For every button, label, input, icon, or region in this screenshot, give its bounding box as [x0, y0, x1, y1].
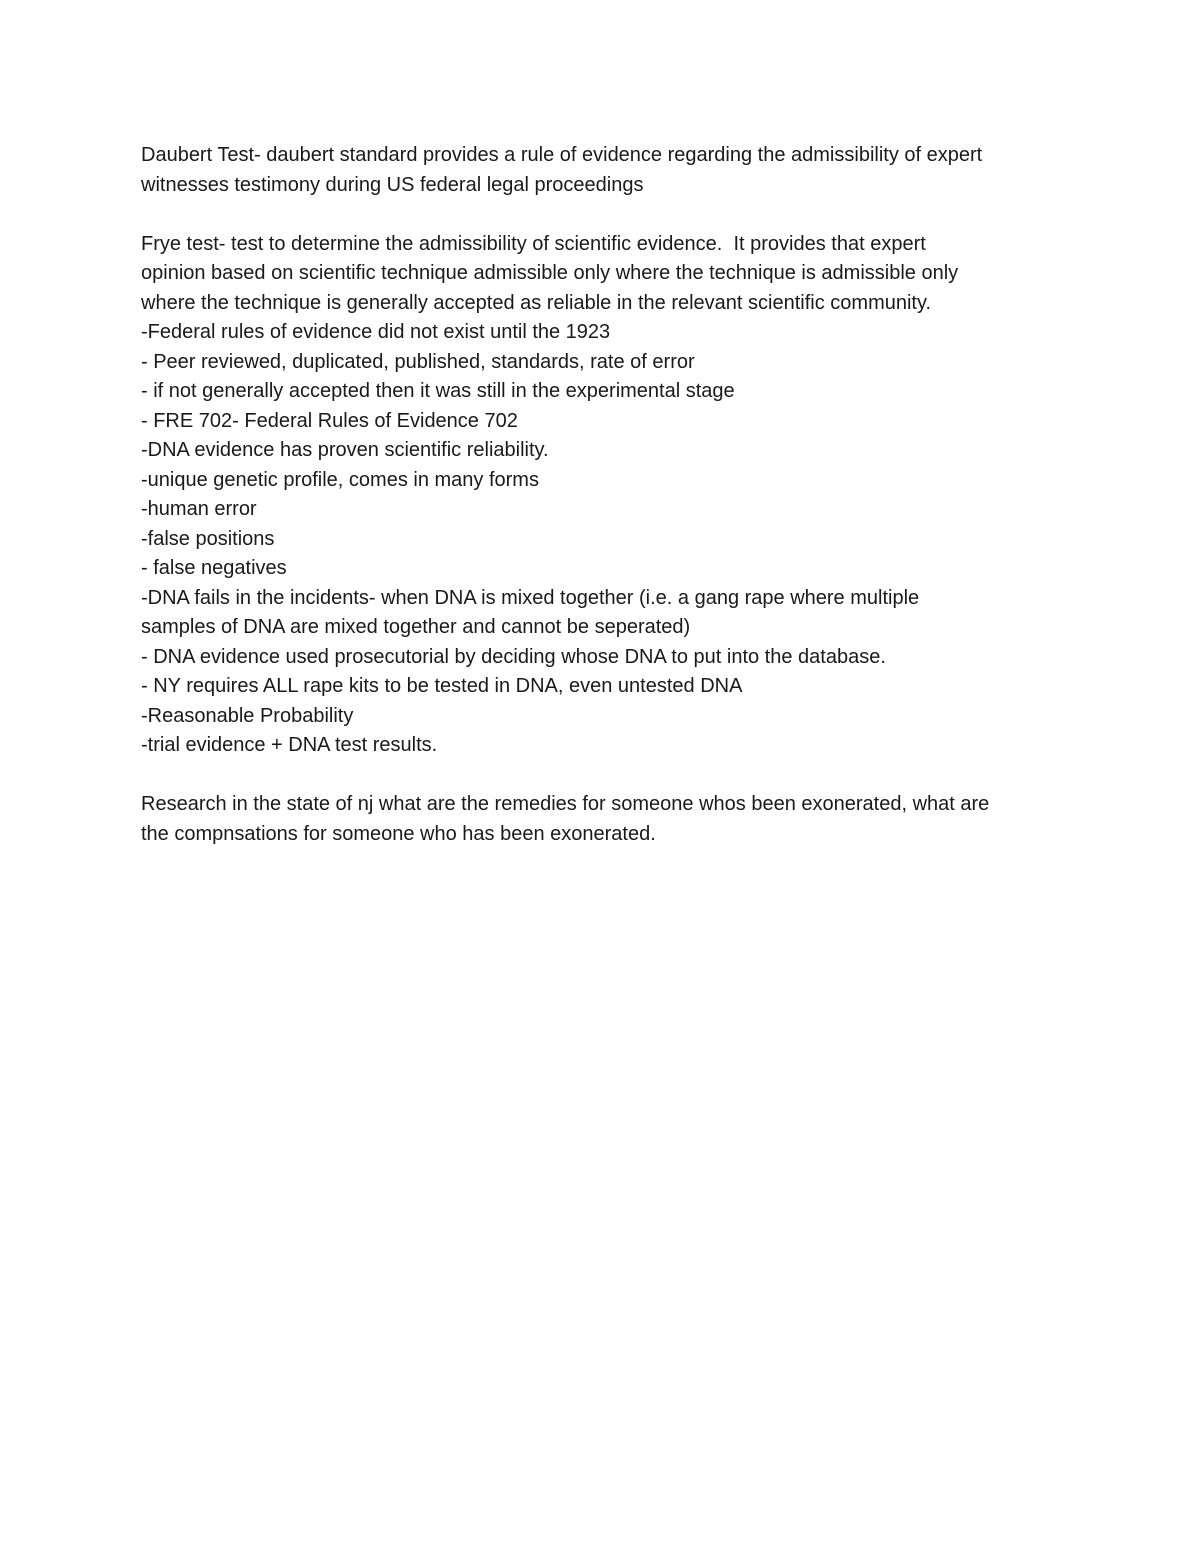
note-line: - FRE 702- Federal Rules of Evidence 702: [141, 409, 518, 432]
note-line: -false positions: [141, 527, 275, 550]
note-line: -trial evidence + DNA test results.: [141, 734, 438, 756]
research-paragraph: [141, 790, 1071, 849]
note-line: -Federal rules of evidence did not exist until the 1923: [141, 321, 611, 343]
note-line: -human error: [141, 498, 257, 520]
note-line: - NY requires ALL rape kits to be tested in DNA, even untested DNA: [141, 675, 743, 697]
frye-paragraph: [141, 230, 1071, 319]
paragraph-spacer: [141, 200, 1071, 230]
daubert-paragraph: [141, 141, 1071, 200]
note-line: - Peer reviewed, duplicated, published, standards, rate of error: [141, 350, 695, 373]
notes-list: [141, 318, 1071, 761]
note-line: -DNA evidence has proven scientific reliability.: [141, 439, 549, 461]
note-line: - false negatives: [141, 557, 287, 579]
text-line: Daubert Test- daubert standard provides a rule of evidence regarding the admissibility of expert: [141, 144, 983, 166]
text-line: opinion based on scientific technique admissible only where the technique is admissible only: [141, 262, 959, 284]
document-body: [141, 141, 1071, 849]
note-line: - DNA evidence used prosecutorial by deciding whose DNA to put into the database.: [141, 645, 886, 668]
text-line: Research in the state of nj what are the remedies for someone whos been exonerated, what are: [141, 793, 990, 815]
note-line: -DNA fails in the incidents- when DNA is mixed together (i.e. a gang rape where multiple: [141, 586, 920, 609]
text-line: where the technique is generally accepted as reliable in the relevant scientific community.: [141, 291, 932, 314]
note-line: -unique genetic profile, comes in many forms: [141, 468, 539, 491]
note-line: - if not generally accepted then it was still in the experimental stage: [141, 380, 735, 402]
paragraph-spacer: [141, 761, 1071, 791]
text-line: the compnsations for someone who has been exonerated.: [141, 822, 656, 845]
note-line: -Reasonable Probability: [141, 704, 354, 727]
text-line: Frye test- test to determine the admissibility of scientific evidence. It provides that expert: [141, 232, 926, 255]
text-line: witnesses testimony during US federal legal proceedings: [141, 173, 644, 196]
note-line: samples of DNA are mixed together and cannot be seperated): [141, 616, 691, 638]
